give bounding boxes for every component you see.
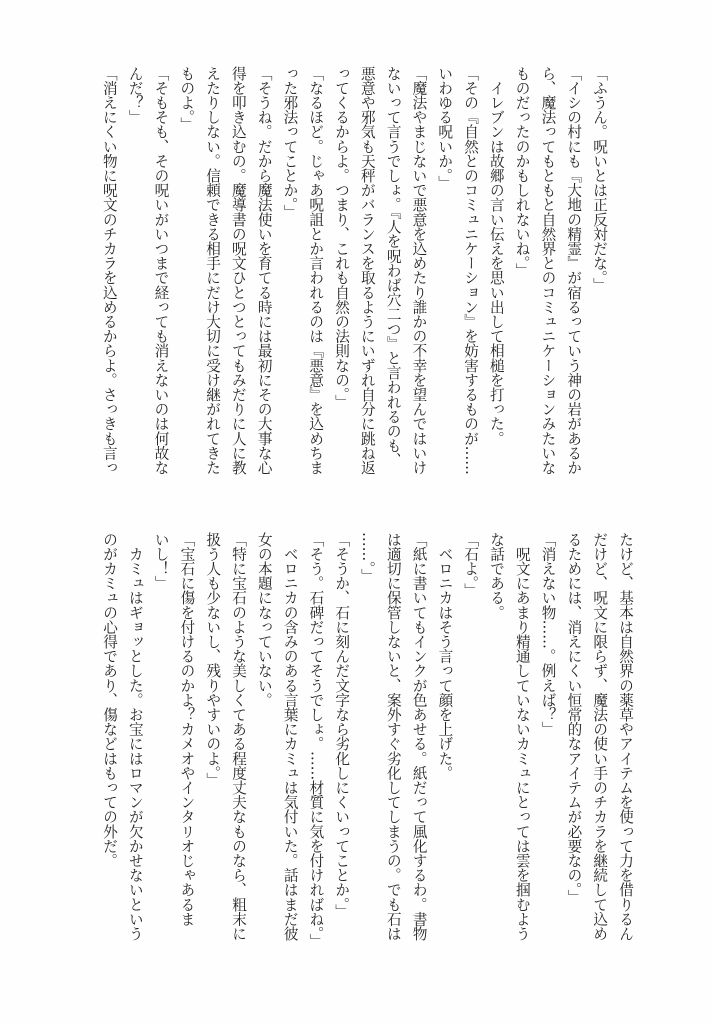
- text-column: 「特に宝石のような美しくてある程度丈夫なものなら、粗末に: [230, 532, 248, 941]
- text-column: いし！」: [152, 532, 170, 591]
- text-column: 「そもそも、その呪いがいつまで経っても消えないのは何故な: [152, 66, 170, 475]
- text-column: 扱う人も少ないし、残りやすいのよ。」: [204, 532, 222, 788]
- text-block-top: [96, 66, 612, 506]
- text-column: ないって言うでしょ。『人を呪わば穴二つ』と言われるのも、: [384, 66, 402, 468]
- text-column: ものだったのかもしれないね。」: [513, 66, 531, 278]
- text-column: いわゆる呪いか。」: [436, 66, 454, 191]
- text-column: 「消えない物……。例えば？」: [539, 532, 557, 737]
- text-column: ら、魔法ってもともと自然界とのコミュニケーションみたいな: [539, 66, 557, 475]
- text-column: 「消えにくい物に呪文のチカラを込めるからよ。さっきも言っ: [100, 66, 118, 475]
- text-column: った邪法ってことか。」: [281, 66, 299, 220]
- text-column: 「石よ。」: [462, 532, 480, 598]
- text-column: 得を叩き込むの。魔導書の呪文ひとつとってもみだりに人に教: [229, 66, 247, 475]
- text-column: 「魔法やまじないで悪意を込めたり誰かの不幸を望んではいけ: [410, 66, 428, 475]
- text-column: 「紙に書いてもインクが色あせる。紙だって風化するわ。書物: [410, 532, 428, 941]
- text-column: んだ？」: [126, 66, 144, 125]
- text-column: えたりしない。信頼できる相手にだけ大切に受け継がれてきた: [204, 66, 222, 475]
- text-column: 「宝石に傷を付けるのかよ？カメオやインタリオじゃあるま: [178, 532, 196, 927]
- text-column: な話である。: [488, 532, 506, 620]
- text-column: ……。」: [359, 532, 377, 584]
- text-block-bottom: [96, 532, 638, 972]
- text-column: るためには、消えにくい恒常的なアイテムが必要なの。」: [565, 532, 583, 905]
- text-column: 女の本題になっていない。: [255, 532, 273, 708]
- text-column: ベロニカはそう言って顔を上げた。: [436, 532, 454, 781]
- text-column: のがカミュの心得であり、傷などはもっての外だ。: [101, 532, 119, 868]
- text-column: イレブンは故郷の言い伝えを思い出して相槌を打った。: [487, 66, 505, 446]
- text-column: ものよ。」: [178, 66, 196, 132]
- text-column: だけど、呪文に限らず、魔法の使い手のチカラを継続して込め: [591, 532, 609, 941]
- text-column: 「その『自然とのコミュニケーション』を妨害するものが……: [462, 66, 480, 475]
- text-column: カミュはギョッとした。お宝にはロマンが欠かせないという: [126, 532, 144, 941]
- text-column: 悪意や邪気も天秤がバランスを取るようにいずれ自分に跳ね返: [358, 66, 376, 475]
- text-column: 「そうね。だから魔法使いを育てる時には最初にその大事な心: [255, 66, 273, 475]
- text-column: ってくるからよ。つまり、これも自然の法則なの。」: [333, 66, 351, 410]
- text-column: 呪文にあまり精通していないカミュにとっては雲を掴むよう: [513, 532, 531, 941]
- text-column: 「なるほど。じゃあ呪詛とか言われるのは『悪意』を込めちま: [307, 66, 325, 475]
- text-column: ベロニカの含みのある言葉にカミュは気付いた。話はまだ彼: [281, 532, 299, 941]
- text-column: は適切に保管しないと、案外すぐ劣化してしまうの。でも石は: [384, 532, 402, 941]
- text-column: 「そうか、石に刻んだ文字なら劣化しにくいってことか。」: [333, 532, 351, 919]
- text-column: 「ふうん。呪いとは正反対だな。」: [591, 66, 608, 293]
- text-column: たけど、基本は自然界の薬草やアイテムを使って力を借りるん: [617, 532, 634, 941]
- text-column: 「イシの村にも『大地の精霊』が宿るっていう神の岩があるか: [565, 66, 583, 475]
- text-column: 「そう。石碑だってそうでしょ。……材質に気を付ければね。」: [307, 532, 325, 949]
